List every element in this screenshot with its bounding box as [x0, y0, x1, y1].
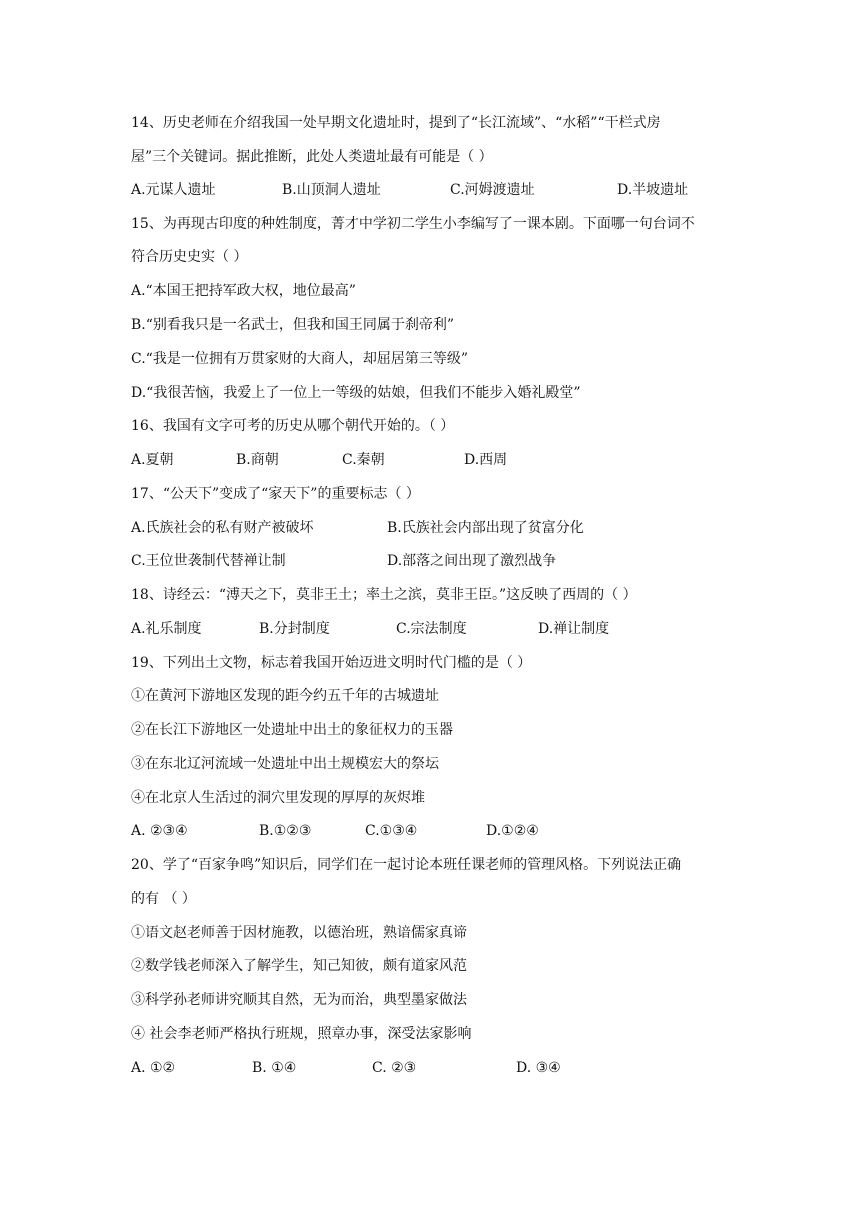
q19-stem: 19、下列出土文物，标志着我国开始迈进文明时代门槛的是（ ） — [131, 655, 532, 671]
q20-option-a: A. ①② — [131, 1060, 176, 1076]
q16-option-a: A.夏朝 — [131, 452, 174, 468]
q15-stem-line1: 15、为再现古印度的种姓制度，菁才中学初二学生小李编写了一课本剧。下面哪一句台词不 — [131, 216, 695, 232]
q14-option-b: B.山顶洞人遗址 — [282, 182, 381, 198]
q15-stem-line2: 符合历史史实（ ） — [131, 249, 248, 265]
q17-option-d: D.部落之间出现了激烈战争 — [387, 553, 557, 569]
q18-option-a: A.礼乐制度 — [131, 621, 202, 637]
q17-option-c: C.王位世袭制代替禅让制 — [131, 553, 286, 569]
q20-item-1: ①语文赵老师善于因材施教，以德治班，熟谙儒家真谛 — [131, 925, 467, 941]
q18-option-b: B.分封制度 — [259, 621, 330, 637]
q19-option-c: C.①③④ — [365, 823, 418, 839]
q20-item-4: ④ 社会李老师严格执行班规，照章办事，深受法家影响 — [131, 1026, 472, 1042]
q14-option-d: D.半坡遗址 — [617, 182, 689, 198]
q19-item-1: ①在黄河下游地区发现的距今约五千年的古城遗址 — [131, 688, 439, 704]
q20-option-c: C. ②③ — [372, 1060, 417, 1076]
q20-option-b: B. ①④ — [252, 1060, 297, 1076]
q14-stem-line2: 屋”三个关键词。据此推断，此处人类遗址最有可能是（ ） — [131, 149, 493, 165]
q20-option-d: D. ③④ — [516, 1060, 561, 1076]
q18-stem: 18、诗经云：“溥天之下，莫非王土；率土之滨，莫非王臣。”这反映了西周的（ ） — [131, 587, 637, 603]
q20-item-3: ③科学孙老师讲究顺其自然，无为而治，典型墨家做法 — [131, 992, 467, 1008]
q16-stem: 16、我国有文字可考的历史从哪个朝代开始的。（ ） — [131, 418, 455, 434]
q20-item-2: ②数学钱老师深入了解学生，知己知彼，颇有道家风范 — [131, 958, 467, 974]
q19-option-a: A. ②③④ — [131, 823, 188, 839]
q18-option-d: D.禅让制度 — [538, 621, 610, 637]
q19-option-b: B.①②③ — [259, 823, 312, 839]
q17-stem: 17、“公天下”变成了“家天下”的重要标志（ ） — [131, 486, 420, 502]
q15-option-d: D.“我很苦恼，我爱上了一位上一等级的姑娘，但我们不能步入婚礼殿堂” — [131, 385, 581, 401]
q17-option-b: B.氏族社会内部出现了贫富分化 — [387, 520, 584, 536]
q14-stem-line1: 14、历史老师在介绍我国一处早期文化遗址时，提到了“长江流域”、“水稻”“干栏式房 — [131, 115, 661, 131]
q20-stem-line2: 的有 （ ） — [131, 891, 196, 907]
q17-option-a: A.氏族社会的私有财产被破坏 — [131, 520, 314, 536]
q16-option-c: C.秦朝 — [342, 452, 385, 468]
q16-option-b: B.商朝 — [236, 452, 279, 468]
q14-option-c: C.河姆渡遗址 — [450, 182, 535, 198]
q14-option-a: A.元谋人遗址 — [131, 182, 216, 198]
q15-option-b: B.“别看我只是一名武士，但我和国王同属于刹帝利” — [131, 317, 455, 333]
q16-option-d: D.西周 — [464, 452, 508, 468]
q15-option-c: C.“我是一位拥有万贯家财的大商人，却屈居第三等级” — [131, 351, 468, 367]
q19-item-3: ③在东北辽河流域一处遗址中出土规模宏大的祭坛 — [131, 756, 439, 772]
q19-option-d: D.①②④ — [486, 823, 539, 839]
q19-item-4: ④在北京人生活过的洞穴里发现的厚厚的灰烬堆 — [131, 790, 425, 806]
q20-stem-line1: 20、学了“百家争鸣”知识后，同学们在一起讨论本班任课老师的管理风格。下列说法正确 — [131, 857, 682, 873]
q15-option-a: A.“本国王把持军政大权，地位最高” — [131, 283, 356, 299]
q19-item-2: ②在长江下游地区一处遗址中出土的象征权力的玉器 — [131, 722, 453, 738]
q18-option-c: C.宗法制度 — [396, 621, 467, 637]
